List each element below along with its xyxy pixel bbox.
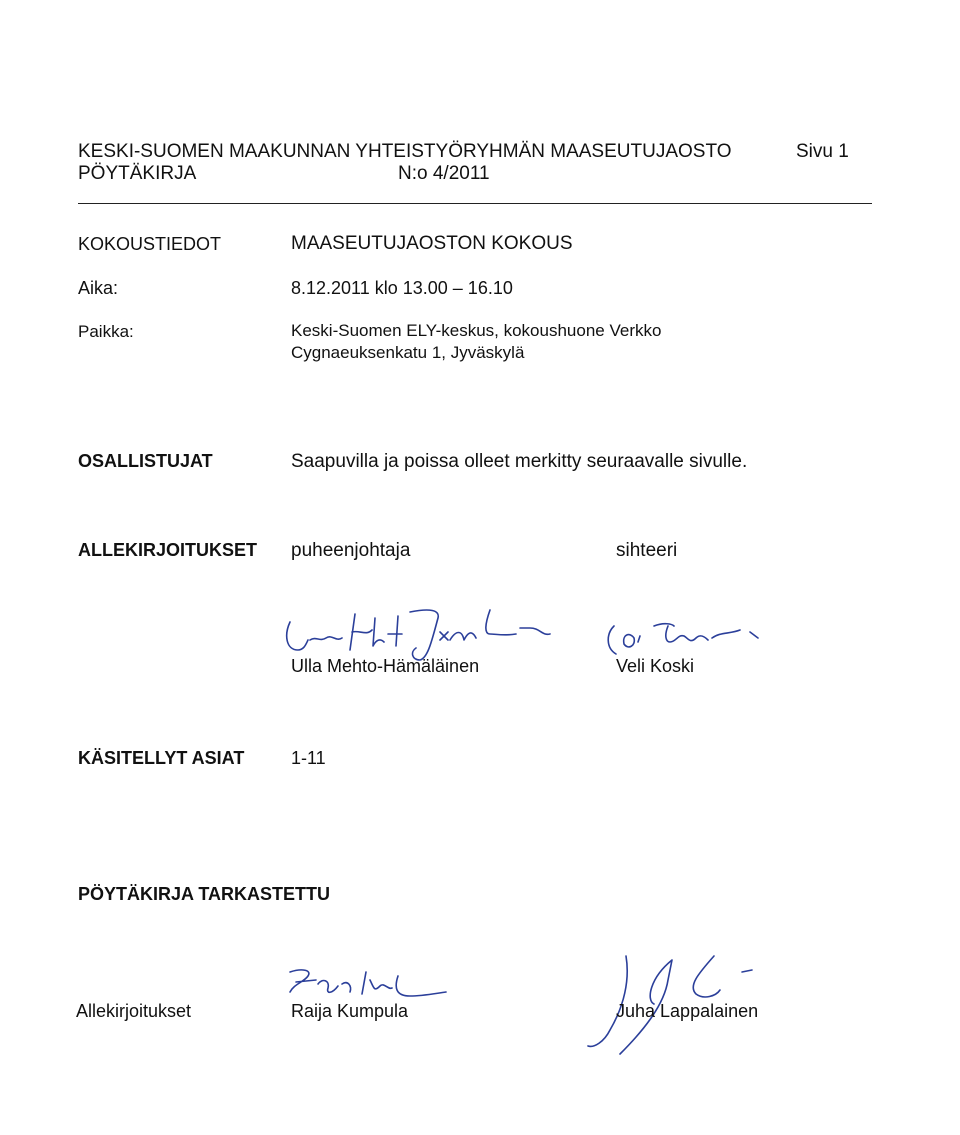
participants-text: Saapuvilla ja poissa olleet merkitty seuraavalle sivulle. — [291, 451, 748, 472]
reviewer2-name: Juha Lappalainen — [616, 1001, 759, 1021]
meeting-section-label: KOKOUSTIEDOT — [78, 234, 222, 254]
place-line-2: Cygnaeuksenkatu 1, Jyväskylä — [291, 343, 525, 362]
reviewer1-name: Raija Kumpula — [291, 1001, 409, 1021]
items-label: KÄSITELLYT ASIAT — [78, 748, 245, 768]
document-type: PÖYTÄKIRJA — [78, 163, 197, 184]
reviewer1-signature — [282, 962, 462, 1004]
place-line-1: Keski-Suomen ELY-keskus, kokoushuone Verkko — [291, 321, 662, 340]
document-number: N:o 4/2011 — [398, 163, 490, 184]
meeting-title: MAASEUTUJAOSTON KOKOUS — [291, 233, 573, 254]
time-value: 8.12.2011 klo 13.00 – 16.10 — [291, 278, 513, 298]
organization-title: KESKI-SUOMEN MAAKUNNAN YHTEISTYÖRYHMÄN MAASEUTUJAOSTO — [78, 141, 732, 162]
header-divider — [78, 203, 872, 204]
time-label: Aika: — [78, 278, 119, 298]
signatures-label: ALLEKIRJOITUKSET — [78, 540, 258, 560]
participants-label: OSALLISTUJAT — [78, 451, 213, 471]
chair-role: puheenjohtaja — [291, 540, 411, 561]
items-range: 1-11 — [291, 748, 326, 768]
chair-name: Ulla Mehto-Hämäläinen — [291, 656, 480, 676]
secretary-name: Veli Koski — [616, 656, 695, 676]
place-label: Paikka: — [78, 322, 134, 341]
page-number: Sivu 1 — [796, 141, 849, 162]
secretary-role: sihteeri — [616, 540, 678, 561]
review-sign-label: Allekirjoitukset — [76, 1001, 192, 1021]
review-label: PÖYTÄKIRJA TARKASTETTU — [78, 884, 330, 904]
